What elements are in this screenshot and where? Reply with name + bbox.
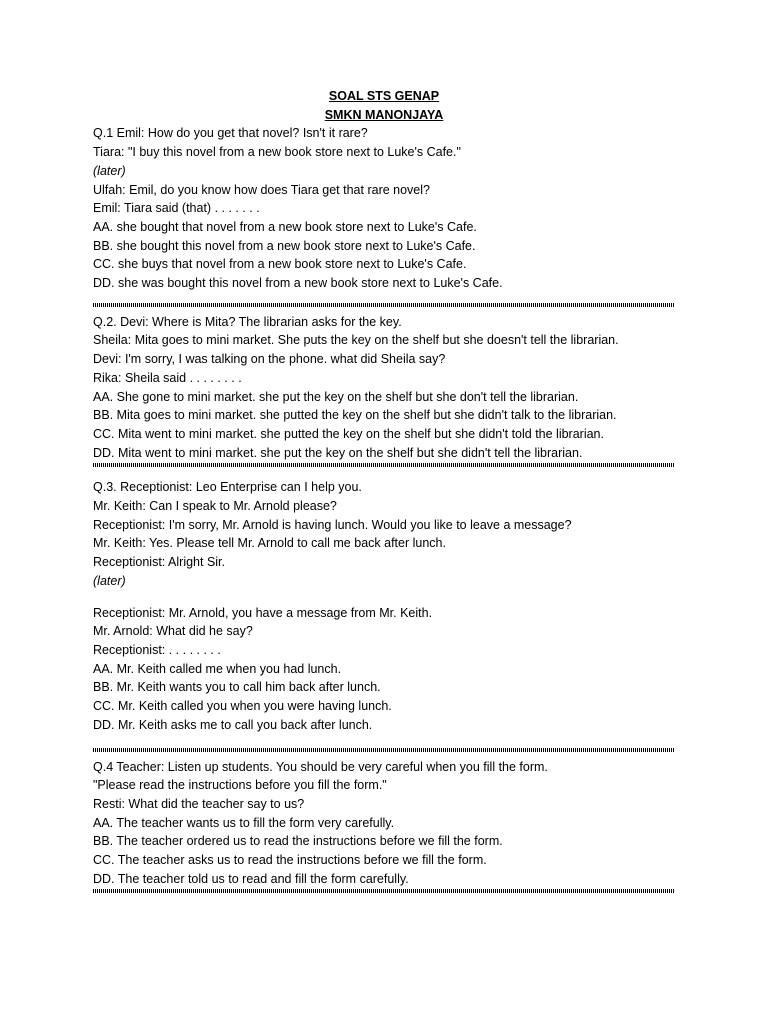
question-divider [93, 889, 675, 893]
question-1-dialog-line: Tiara: "I buy this novel from a new book store next to Luke's Cafe." [93, 145, 461, 160]
question-4-option-c: CC. The teacher asks us to read the instructions before we fill the form. [93, 853, 487, 868]
question-1-dialog-line: Emil: Tiara said (that) . . . . . . . [93, 201, 260, 216]
question-divider [93, 463, 675, 467]
question-3-dialog-line: Mr. Keith: Yes. Please tell Mr. Arnold to call me back after lunch. [93, 536, 446, 551]
question-2-dialog-line: Devi: I'm sorry, I was talking on the phone. what did Sheila say? [93, 352, 446, 367]
question-1-later-note: (later) [93, 163, 126, 178]
question-divider [93, 748, 675, 752]
question-2-option-b: BB. Mita goes to mini market. she putted the key on the shelf but she didn't talk to the librarian. [93, 408, 617, 423]
question-3-option-b: BB. Mr. Keith wants you to call him back after lunch. [93, 680, 381, 695]
document-title: SOAL STS GENAP [328, 89, 440, 103]
question-4-option-d: DD. The teacher told us to read and fill the form carefully. [93, 871, 409, 886]
question-4-prompt: Q.4 Teacher: Listen up students. You should be very careful when you fill the form. [93, 759, 548, 774]
question-4-option-a: AA. The teacher wants us to fill the form very carefully. [93, 815, 395, 830]
question-3 [93, 478, 675, 734]
question-3-dialog-line: Mr. Keith: Can I speak to Mr. Arnold please? [93, 499, 337, 514]
document-page [93, 87, 675, 899]
question-1 [93, 124, 675, 292]
question-1-option-b: BB. she bought this novel from a new book store next to Luke's Cafe. [93, 238, 476, 253]
question-1-option-a: AA. she bought that novel from a new book store next to Luke's Cafe. [93, 219, 477, 234]
question-3-prompt: Q.3. Receptionist: Leo Enterprise can I help you. [93, 480, 362, 495]
question-3-option-c: CC. Mr. Keith called you when you were having lunch. [93, 699, 392, 714]
question-3-later-note: (later) [93, 573, 126, 588]
question-1-dialog-line: Ulfah: Emil, do you know how does Tiara get that rare novel? [93, 182, 430, 197]
question-4-option-b: BB. The teacher ordered us to read the instructions before we fill the form. [93, 834, 503, 849]
question-2-option-c: CC. Mita went to mini market. she putted the key on the shelf but she didn't told the librarian. [93, 426, 604, 441]
question-3-dialog-line: Mr. Arnold: What did he say? [93, 624, 253, 639]
question-3-option-a: AA. Mr. Keith called me when you had lunch. [93, 661, 342, 676]
question-2-option-d: DD. Mita went to mini market. she put the key on the shelf but she didn't tell the librarian. [93, 445, 583, 460]
question-divider [93, 303, 675, 307]
question-2-dialog-line: Rika: Sheila said . . . . . . . . [93, 370, 242, 385]
question-2-dialog-line: Sheila: Mita goes to mini market. She puts the key on the shelf but she doesn't tell the librarian. [93, 333, 619, 348]
question-4-quote: "Please read the instructions before you fill the form." [93, 778, 387, 793]
school-name: SMKN MANONJAYA [324, 107, 444, 122]
question-3-dialog-line: Receptionist: I'm sorry, Mr. Arnold is having lunch. Would you like to leave a message? [93, 517, 572, 532]
question-2 [93, 313, 675, 463]
question-3-dialog-line: Receptionist: Mr. Arnold, you have a message from Mr. Keith. [93, 605, 433, 620]
question-3-dialog-line: Receptionist: . . . . . . . . [93, 642, 221, 657]
question-1-option-c: CC. she buys that novel from a new book store next to Luke's Cafe. [93, 257, 467, 272]
question-3-dialog-line: Receptionist: Alright Sir. [93, 555, 226, 570]
question-1-prompt: Q.1 Emil: How do you get that novel? Isn't it rare? [93, 126, 368, 141]
question-2-option-a: AA. She gone to mini market. she put the key on the shelf but she don't tell the librarian. [93, 389, 579, 404]
question-2-prompt: Q.2. Devi: Where is Mita? The librarian asks for the key. [93, 314, 402, 329]
question-4 [93, 758, 675, 889]
paragraph-gap [93, 591, 675, 604]
question-3-option-d: DD. Mr. Keith asks me to call you back after lunch. [93, 717, 373, 732]
question-4-dialog-line: Resti: What did the teacher say to us? [93, 796, 305, 811]
question-1-option-d: DD. she was bought this novel from a new book store next to Luke's Cafe. [93, 276, 503, 291]
